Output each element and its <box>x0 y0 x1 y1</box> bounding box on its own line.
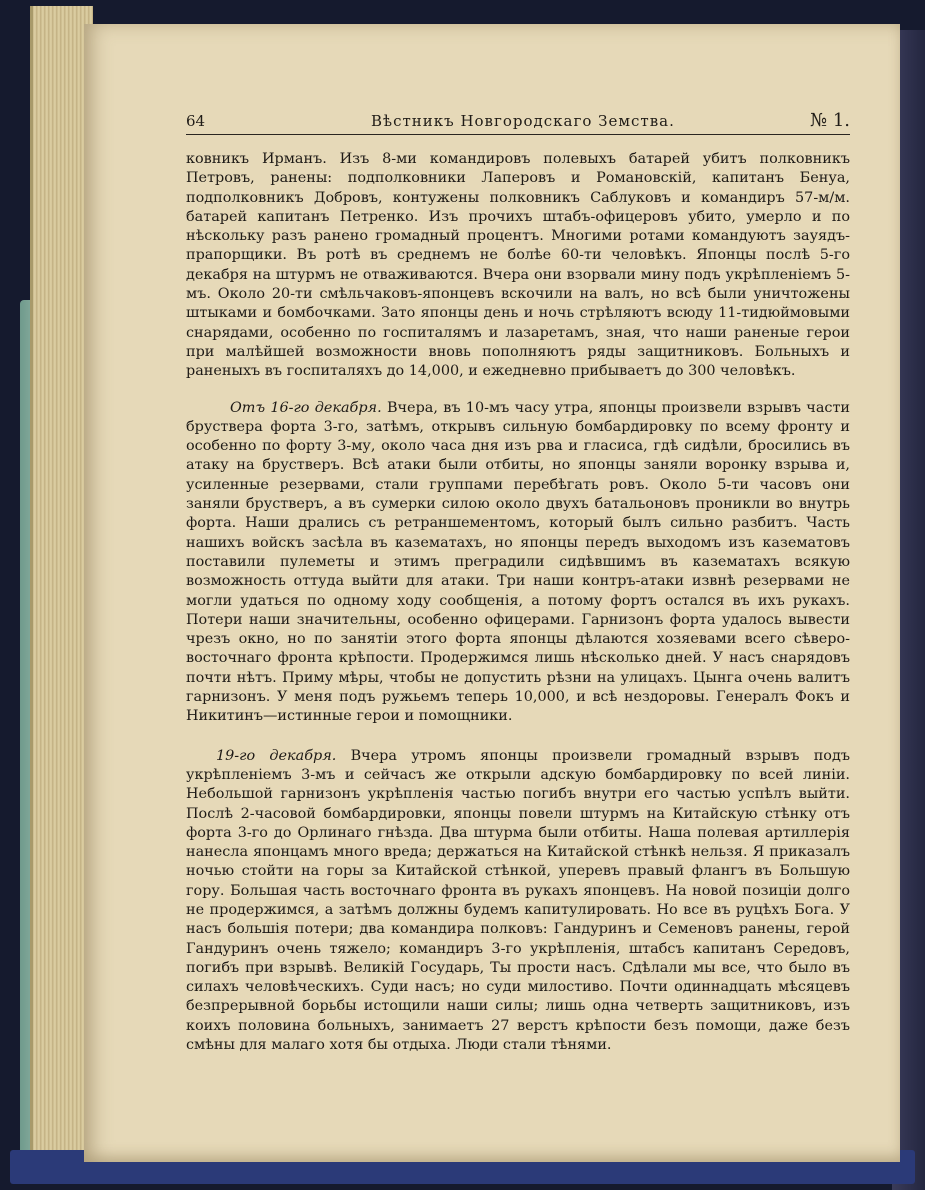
paragraph-2-date: Отъ 16-го декабря. <box>230 399 382 416</box>
paragraph-3-date: 19-го декабря. <box>216 747 337 764</box>
paragraph-3 <box>186 747 850 1056</box>
issue-number: № 1. <box>810 110 850 131</box>
body-text <box>186 150 850 1055</box>
paragraph-1-text: ковникъ Ирманъ. Изъ 8-ми командировъ полевыхъ батарей убитъ полковникъ Петровъ, ранены: подполковники Лаперовъ и Романовскій, капитанъ Бенуа, подполковникъ Добровъ, контужены полковникъ Саблуковъ и командиръ 57-м/м. батарей капитанъ Петренко. Изъ прочихъ штабъ-офицеровъ убито, умерло и по нѣскольку разъ ранено громадный процентъ. Многими ротами командуютъ зауядъ-прапорщики. Въ ротѣ въ среднемъ не болѣе 60-ти человѣкъ. Японцы послѣ 5-го декабря на штурмъ не отваживаются. Вчера они взорвали мину подъ укрѣпленіемъ 5-мъ. Около 20-ти смѣльчаковъ-японцевъ вскочили на валъ, но всѣ были уничтожены штыками и бомбочками. Зато японцы день и ночь стрѣляютъ всюду 11-тидюймовыми снарядами, особенно по госпиталямъ и лазаретамъ, зная, что наши раненые герои при малѣйшей возможности вновь пополняютъ ряды защитниковъ. Больныхъ и раненыхъ въ госпиталяхъ до 14,000, и ежедневно прибываетъ до 300 человѣкъ. <box>186 151 850 380</box>
paragraph-2 <box>186 399 850 727</box>
page-number: 64 <box>186 112 206 130</box>
paragraph-2-text: Вчера, въ 10-мъ часу утра, японцы произвели взрывъ части бруствера форта 3-го, затѣмъ, открывъ сильную бомбардировку по всему фронту и особенно по форту 3-му, около часа дня изъ рва и гласиса, гдѣ сидѣли, бросились въ атаку на брустверъ. Всѣ атаки были отбиты, но японцы заняли воронку взрыва и, усиленные резервами, стали группами перебѣгать ровъ. Около 5-ти часовъ они заняли брустверъ, а въ сумерки силою около двухъ батальоновъ проникли во внутрь форта. Наши дрались съ ретраншементомъ, который былъ сильно разбитъ. Часть нашихъ войскъ засѣла въ казематахъ, но японцы передъ выходомъ изъ казематовъ поставили пулеметы и этимъ преградили сидѣвшимъ въ казематахъ всякую возможность оттуда выйти для атаки. Три наши контръ-атаки извнѣ резервами не могли удаться по одному ходу сообщенія, а потому фортъ остался въ ихъ рукахъ. Потери наши значительны, особенно офицерами. Гарнизонъ форта удалось вывести чрезъ окно, но по занятіи этого форта японцы дѣлаются хозяевами всего сѣверо-восточнаго фронта крѣпости. Продержимся лишь нѣсколько дней. У насъ снарядовъ почти нѣтъ. Приму мѣры, чтобы не допустить рѣзни на улицахъ. Цынга очень валитъ гарнизонъ. У меня подъ ружьемъ теперь 10,000, и всѣ нездоровы. Генералъ Фокъ и Никитинъ—истинные герои и помощники. <box>186 399 851 725</box>
journal-title: Вѣстникъ Новгородскаго Земства. <box>371 112 675 130</box>
running-header <box>186 108 850 135</box>
paragraph-3-text: Вчера утромъ японцы произвели громадный взрывъ подъ укрѣпленіемъ 3-мъ и сейчасъ же открыли адскую бомбардировку по всей линіи. Небольшой гарнизонъ укрѣпленія частью погибъ внутри его частью успѣлъ выйти. Послѣ 2-часовой бомбардировки, японцы повели штурмъ на Китайскую стѣнку отъ форта 3-го до Орлинаго гнѣзда. Два штурма были отбиты. Наша полевая артиллерія нанесла японцамъ много вреда; держаться на Китайской стѣнкѣ нельзя. Я приказалъ ночью стойти на горы за Китайской стѣнкой, уперевъ правый флангъ въ Большую гору. Большая часть восточнаго фронта въ рукахъ японцевъ. На новой позиціи долго не продержимся, а затѣмъ должны будемъ капитулировать. Но все въ руцѣхъ Бога. У насъ большія потери; два командира полковъ: Гандуринъ и Семеновъ ранены, герой Гандуринъ очень тяжело; командиръ 3-го укрѣпленія, штабсъ капитанъ Середовъ, погибъ при взрывѣ. Великій Государь, Ты прости насъ. Сдѣлали мы все, что было въ силахъ человѣческихъ. Суди насъ; но суди милостиво. Почти одиннадцать мѣсяцевъ безпрерывной борьбы истощили наши силы; лишь одна четверть защитниковъ, изъ коихъ половина больныхъ, занимаетъ 27 верстъ крѣпости безъ помощи, даже безъ смѣны для малаго хотя бы отдыха. Люди стали тѣнями. <box>186 747 850 1054</box>
paragraph-1 <box>186 150 850 382</box>
